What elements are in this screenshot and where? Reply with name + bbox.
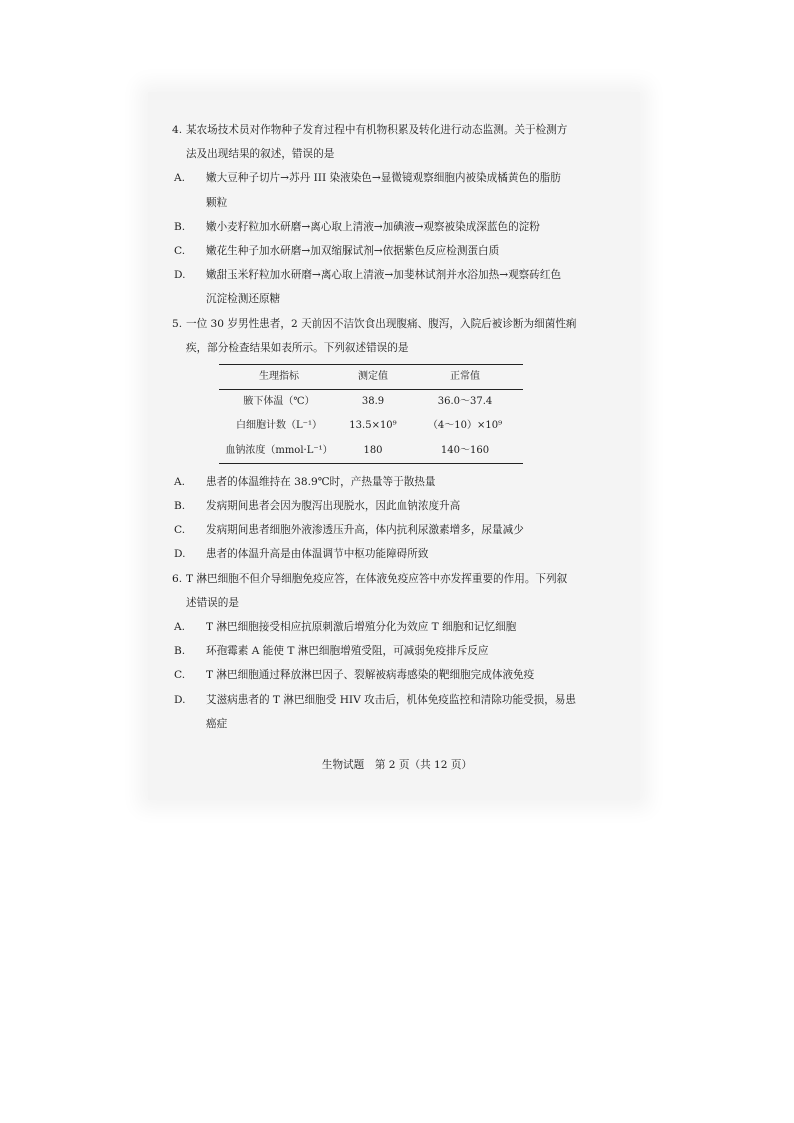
option-text: T 淋巴细胞接受相应抗原刺激后增殖分化为效应 T 细胞和记忆细胞 xyxy=(206,621,517,634)
question-stem-line: 述错误的是 xyxy=(186,596,239,609)
option-c xyxy=(172,518,588,542)
option-text: 癌症 xyxy=(206,717,228,730)
option-label: B. xyxy=(174,220,186,233)
option-label: C. xyxy=(174,245,186,258)
option-text: 环孢霉素 A 能使 T 淋巴细胞增殖受阻，可减弱免疫排斥反应 xyxy=(206,645,489,658)
table-cell: 180 xyxy=(363,444,383,456)
page-footer: 生物试题 第 2 页（共 12 页） xyxy=(321,759,473,771)
table-cell: 38.9 xyxy=(361,396,385,408)
question-stem-line: 疾，部分检查结果如表所示。下列叙述错误的是 xyxy=(186,341,409,354)
option-b xyxy=(172,215,588,239)
option-text: 嫩小麦籽粒加水研磨→离心取上清液→加碘液→观察被染成深蓝色的淀粉 xyxy=(206,220,540,233)
table-cell: 白细胞计数（L⁻¹） xyxy=(236,420,322,432)
option-d xyxy=(172,688,588,736)
option-text: 患者的体温维持在 38.9℃时，产热量等于散热量 xyxy=(206,475,436,488)
option-text: 嫩大豆种子切片→苏丹 III 染液染色→显微镜观察细胞内被染成橘黄色的脂肪 xyxy=(206,172,561,185)
option-b xyxy=(172,639,588,663)
table-cell: 13.5×10⁹ xyxy=(349,420,397,432)
option-label: D. xyxy=(174,548,186,561)
option-label: A. xyxy=(174,172,186,185)
table-header-cell: 正常值 xyxy=(407,365,523,390)
option-label: C. xyxy=(174,524,186,537)
option-text: 发病期间患者会因为腹泻出现脱水，因此血钠浓度升高 xyxy=(206,500,461,513)
option-text: T 淋巴细胞通过释放淋巴因子、裂解被病毒感染的靶细胞完成体液免疫 xyxy=(206,669,535,682)
option-a xyxy=(172,470,588,494)
table-row xyxy=(219,439,523,464)
table-header-cell: 测定值 xyxy=(339,365,407,390)
table-row xyxy=(219,414,523,438)
option-d xyxy=(172,263,588,311)
option-text: 嫩花生种子加水研磨→加双缩脲试剂→依据紫色反应检测蛋白质 xyxy=(206,245,500,258)
option-a xyxy=(172,615,588,639)
option-label: D. xyxy=(174,269,186,282)
question-number: 6. xyxy=(172,572,183,585)
table-row xyxy=(219,390,523,415)
question-stem-line: T 淋巴细胞不但介导细胞免疫应答，在体液免疫应答中亦发挥重要的作用。下列叙 xyxy=(186,572,568,585)
question-stem-line: 一位 30 岁男性患者，2 天前因不洁饮食出现腹痛、腹泻，入院后被诊断为细菌性痢 xyxy=(186,317,577,330)
option-text: 沉淀检测还原糖 xyxy=(206,293,281,306)
question-stem-line: 某农场技术员对作物种子发育过程中有机物积累及转化进行动态监测。关于检测方 xyxy=(186,124,568,136)
option-a xyxy=(172,166,588,214)
option-c xyxy=(172,663,588,687)
table-header-row xyxy=(219,365,523,390)
option-text: 艾滋病患者的 T 淋巴细胞受 HIV 攻击后，机体免疫监控和清除功能受损，易患 xyxy=(206,693,577,706)
option-label: A. xyxy=(174,621,186,634)
exam-content xyxy=(172,118,588,736)
table-cell: 36.0～37.4 xyxy=(437,396,493,408)
option-text: 颗粒 xyxy=(206,196,228,209)
question-number: 4. xyxy=(172,124,183,136)
option-d xyxy=(172,542,588,566)
option-label: D. xyxy=(174,693,186,706)
option-label: C. xyxy=(174,669,186,682)
option-text: 发病期间患者细胞外液渗透压升高，体内抗利尿激素增多，尿量减少 xyxy=(206,524,524,537)
table-cell: 血钠浓度（mmol·L⁻¹） xyxy=(225,444,333,456)
option-label: B. xyxy=(174,500,186,513)
lab-results-table xyxy=(219,364,523,464)
option-text: 嫩甜玉米籽粒加水研磨→离心取上清液→加斐林试剂并水浴加热→观察砖红色 xyxy=(206,269,562,282)
question-5 xyxy=(172,312,588,567)
option-b xyxy=(172,494,588,518)
question-4 xyxy=(172,118,588,312)
table-cell: （4～10）×10⁹ xyxy=(427,420,503,432)
option-text: 患者的体温升高是由体温调节中枢功能障碍所致 xyxy=(206,548,429,561)
option-c xyxy=(172,239,588,263)
question-6 xyxy=(172,567,588,736)
table-cell: 140～160 xyxy=(440,444,490,456)
option-label: B. xyxy=(174,645,186,658)
question-number: 5. xyxy=(172,317,183,330)
question-stem-line: 法及出现结果的叙述，错误的是 xyxy=(186,148,335,161)
table-header-cell: 生理指标 xyxy=(219,365,339,390)
table-cell: 腋下体温（℃） xyxy=(243,396,315,408)
option-label: A. xyxy=(174,475,186,488)
